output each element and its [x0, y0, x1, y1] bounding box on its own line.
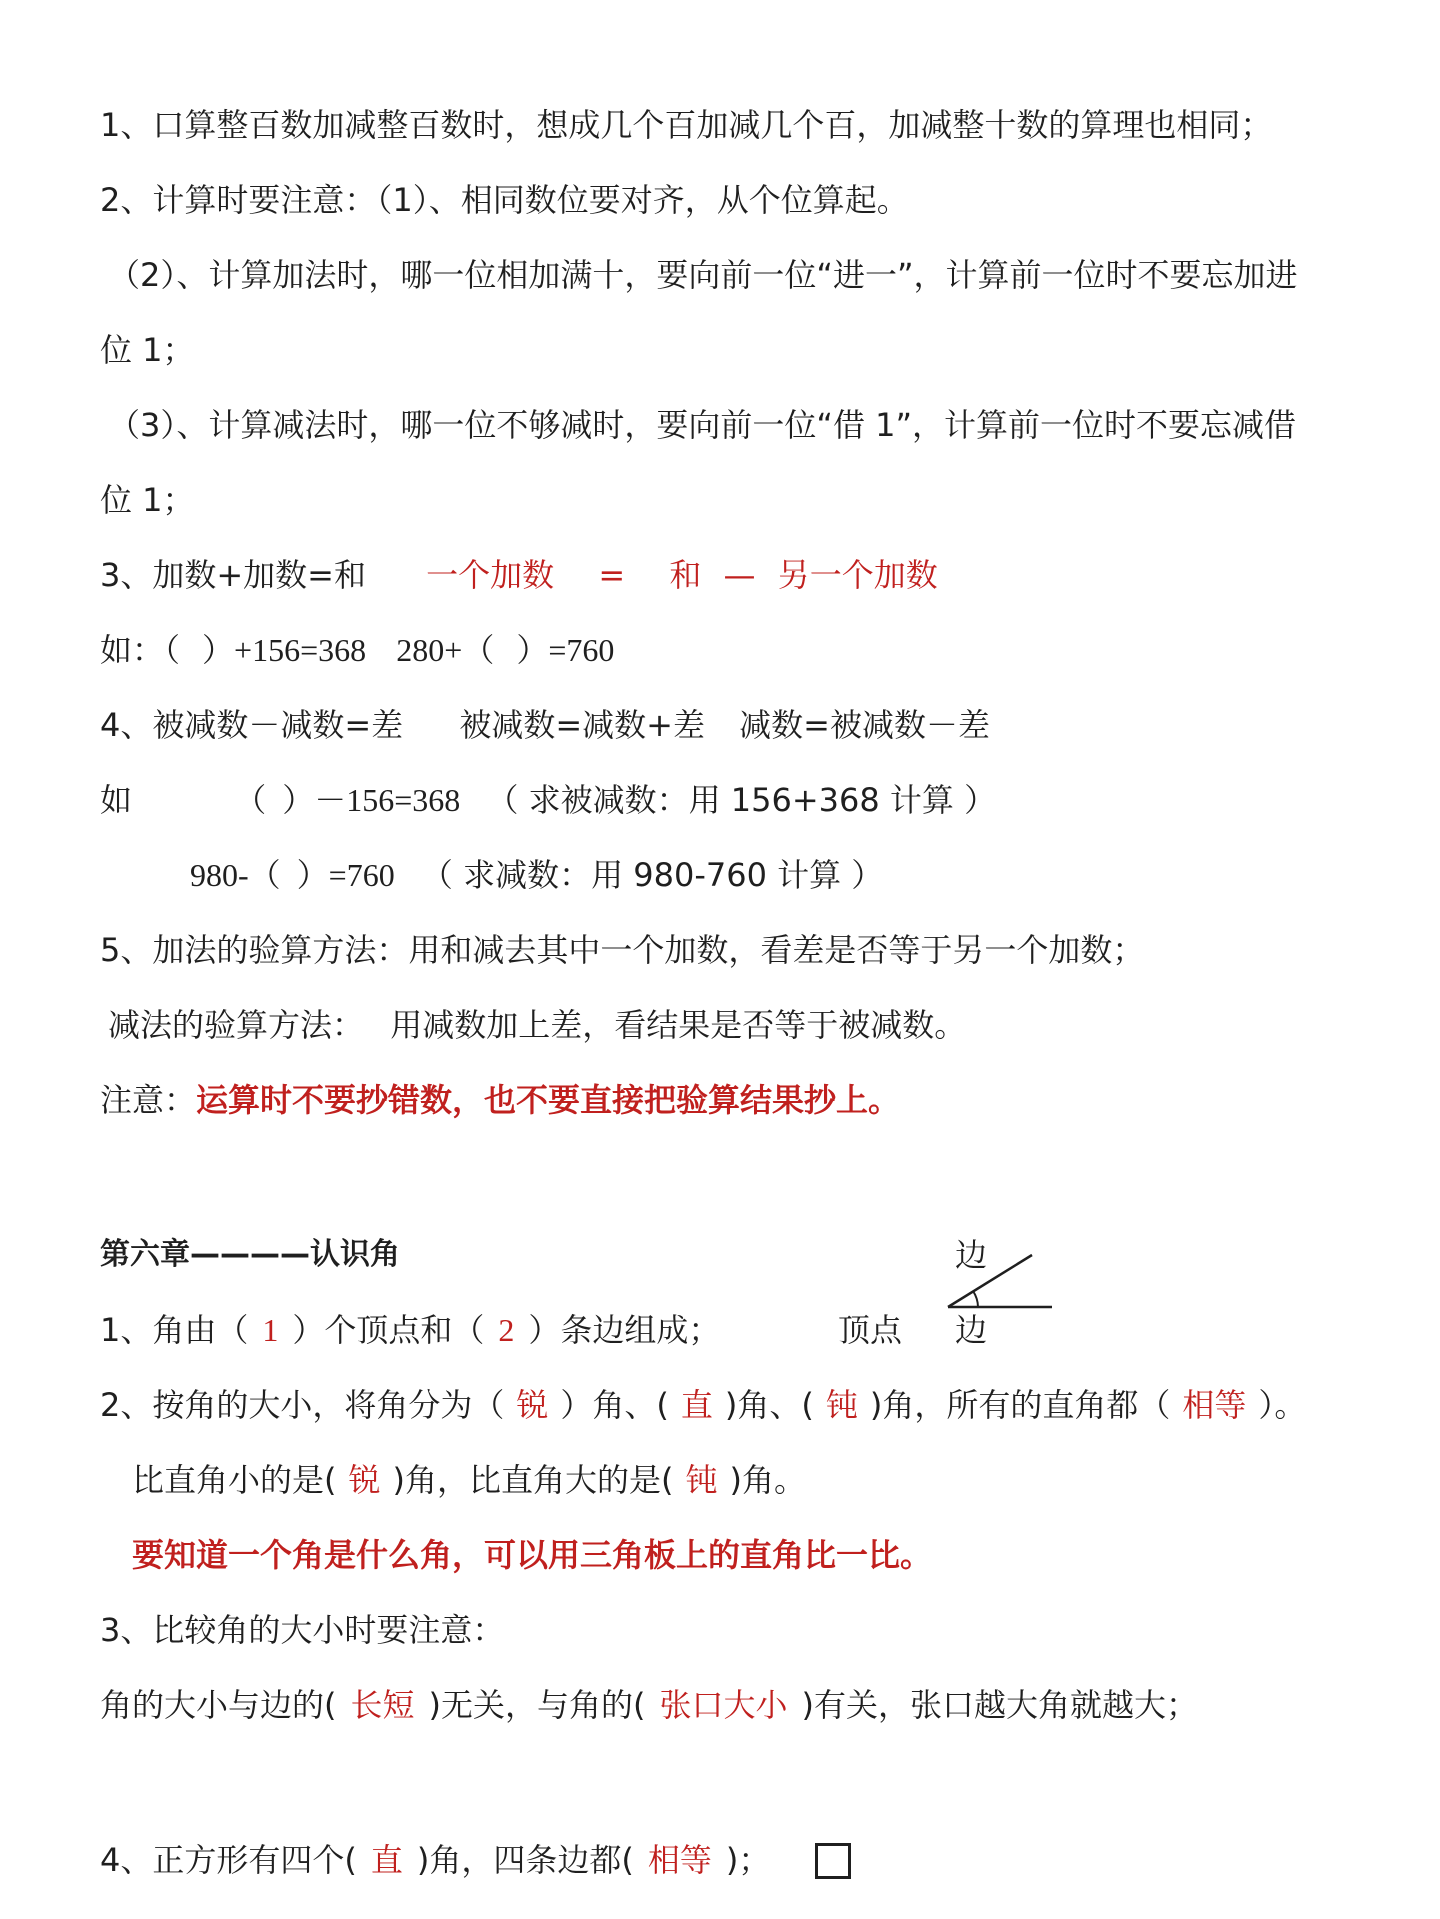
angle-rule-1-e: ）条边组成；	[528, 1311, 721, 1349]
note-label: 注意：	[100, 1081, 197, 1119]
rule-2-line: 2、计算时要注意：（1）、相同数位要对齐，从个位算起。	[100, 181, 909, 219]
rule-3-line	[100, 553, 938, 597]
angle-rule-2-sub-c: )角，比直角大的是(	[392, 1461, 674, 1499]
angle-rule-2-sub-a: 比直角小的是(	[132, 1461, 337, 1499]
angle-rule-3-opening: 张口大小	[659, 1686, 788, 1724]
rule-4-example-1-hint: （ 求被减数：用 156+368 计算 ）	[486, 781, 997, 819]
angle-rule-1-line	[100, 1308, 720, 1352]
chapter-title: 第六章————认识角	[100, 1237, 400, 1272]
angle-rule-2-sub-obtuse: 钝	[685, 1461, 718, 1499]
rule-4-formula-b: 被减数=减数+差	[459, 706, 705, 744]
rule-2-3-cont-line: 位 1；	[100, 481, 195, 519]
rule-3-example-c: 280+（	[396, 632, 495, 668]
rule-3-equals: =	[598, 556, 626, 594]
rule-4-formula-c: 减数=被减数－差	[739, 706, 990, 744]
angle-rule-1-a: 1、角由（	[100, 1311, 249, 1349]
note-line	[100, 1078, 900, 1122]
angle-rule-2-right: 直	[680, 1386, 713, 1424]
square-shape	[815, 1843, 851, 1879]
rule-3-other-addend: 另一个加数	[777, 556, 938, 594]
rule-4-example-2-hint: （ 求减数：用 980-760 计算 ）	[420, 856, 884, 894]
angle-rule-2-acute: 锐	[516, 1386, 549, 1424]
rule-5-sub-text: 用减数加上差，看结果是否等于被减数。	[390, 1006, 967, 1044]
rule-3-example-b: ）+156=368	[202, 632, 367, 668]
angle-rule-2-obtuse: 钝	[825, 1386, 858, 1424]
angle-rule-4-line	[100, 1838, 770, 1882]
angle-rule-3-e: )有关，张口越大角就越大；	[801, 1686, 1199, 1724]
angle-rule-2-g: )角，所有的直角都（	[869, 1386, 1171, 1424]
angle-rule-2-sub-line	[132, 1458, 806, 1502]
rule-4-example-2-line	[190, 853, 883, 897]
angle-rule-3-length: 长短	[350, 1686, 415, 1724]
rule-2-2-cont-line: 位 1；	[100, 331, 195, 369]
rule-3-example-d: ）=760	[516, 632, 615, 668]
angle-arc	[973, 1291, 978, 1307]
rule-2-3-line: （3）、计算减法时，哪一位不够减时，要向前一位“借 1”，计算前一位时不要忘减借	[108, 406, 1297, 444]
angle-rule-1-edge-count: 2	[498, 1312, 515, 1348]
rule-3-example-a: 如：（	[100, 631, 181, 669]
rule-3-sum: 和	[669, 556, 702, 594]
rule-3-dash: —	[723, 556, 756, 594]
angle-rule-2-sub-e: )角。	[729, 1461, 807, 1499]
angle-rule-4-c: )角，四条边都(	[416, 1841, 634, 1879]
rule-5-sub-label: 减法的验算方法：	[108, 1006, 365, 1044]
angle-rule-2-a: 2、按角的大小，将角分为（	[100, 1386, 505, 1424]
rule-4-example-1-open: （	[234, 781, 267, 819]
angle-rule-4-equal: 相等	[647, 1841, 712, 1879]
rule-3-formula: 3、加数+加数=和	[100, 556, 366, 594]
angle-rule-4-a: 4、正方形有四个(	[100, 1841, 357, 1879]
rule-3-addend: 一个加数	[426, 556, 555, 594]
note-text: 运算时不要抄错数，也不要直接把验算结果抄上。	[196, 1081, 901, 1119]
rule-2-2-line: （2）、计算加法时，哪一位相加满十，要向前一位“进一”，计算前一位时不要忘加进	[108, 256, 1298, 294]
rule-3-example-line	[100, 628, 614, 672]
angle-rule-1-vertex-count: 1	[262, 1312, 279, 1348]
angle-rule-4-right: 直	[370, 1841, 403, 1879]
angle-vertex-label: 顶点	[838, 1311, 903, 1349]
angle-rule-4-e: )；	[725, 1841, 771, 1879]
rule-5-line: 5、加法的验算方法：用和减去其中一个加数，看差是否等于另一个加数；	[100, 931, 1145, 969]
angle-edge-bottom-label: 边	[955, 1311, 988, 1349]
angle-rule-3-detail-line	[100, 1683, 1198, 1727]
angle-rule-2-sub-acute: 锐	[348, 1461, 381, 1499]
angle-rule-2-equal: 相等	[1182, 1386, 1247, 1424]
angle-rule-2-i: ）。	[1258, 1386, 1307, 1424]
rule-4-example-1-eq: ）－156=368	[282, 782, 461, 818]
angle-rule-2-c: ）角、(	[560, 1386, 669, 1424]
rule-4-example-2-b: ）=760	[296, 857, 395, 893]
angle-rule-3-c: )无关，与角的(	[428, 1686, 646, 1724]
angle-rule-3-a: 角的大小与边的(	[100, 1686, 337, 1724]
angle-rule-2-line	[100, 1383, 1306, 1427]
rule-4-example-1-line	[100, 778, 996, 822]
angle-rule-2-e: )角、(	[724, 1386, 814, 1424]
rule-4-line	[100, 703, 990, 747]
rule-4-formula-a: 4、被减数－减数=差	[100, 706, 404, 744]
angle-rule-3-line: 3、比较角的大小时要注意：	[100, 1611, 505, 1649]
rule-4-example-2-a: 980-（	[190, 857, 281, 893]
angle-tip-line: 要知道一个角是什么角，可以用三角板上的直角比一比。	[132, 1536, 933, 1574]
rule-4-example-1-label: 如	[100, 781, 133, 819]
rule-5-sub-line	[108, 1003, 966, 1047]
angle-rule-1-c: ）个顶点和（	[292, 1311, 485, 1349]
angle-edge-top-label: 边	[955, 1236, 988, 1274]
rule-1-line: 1、口算整百数加减整百数时，想成几个百加减几个百，加减整十数的算理也相同；	[100, 106, 1273, 144]
